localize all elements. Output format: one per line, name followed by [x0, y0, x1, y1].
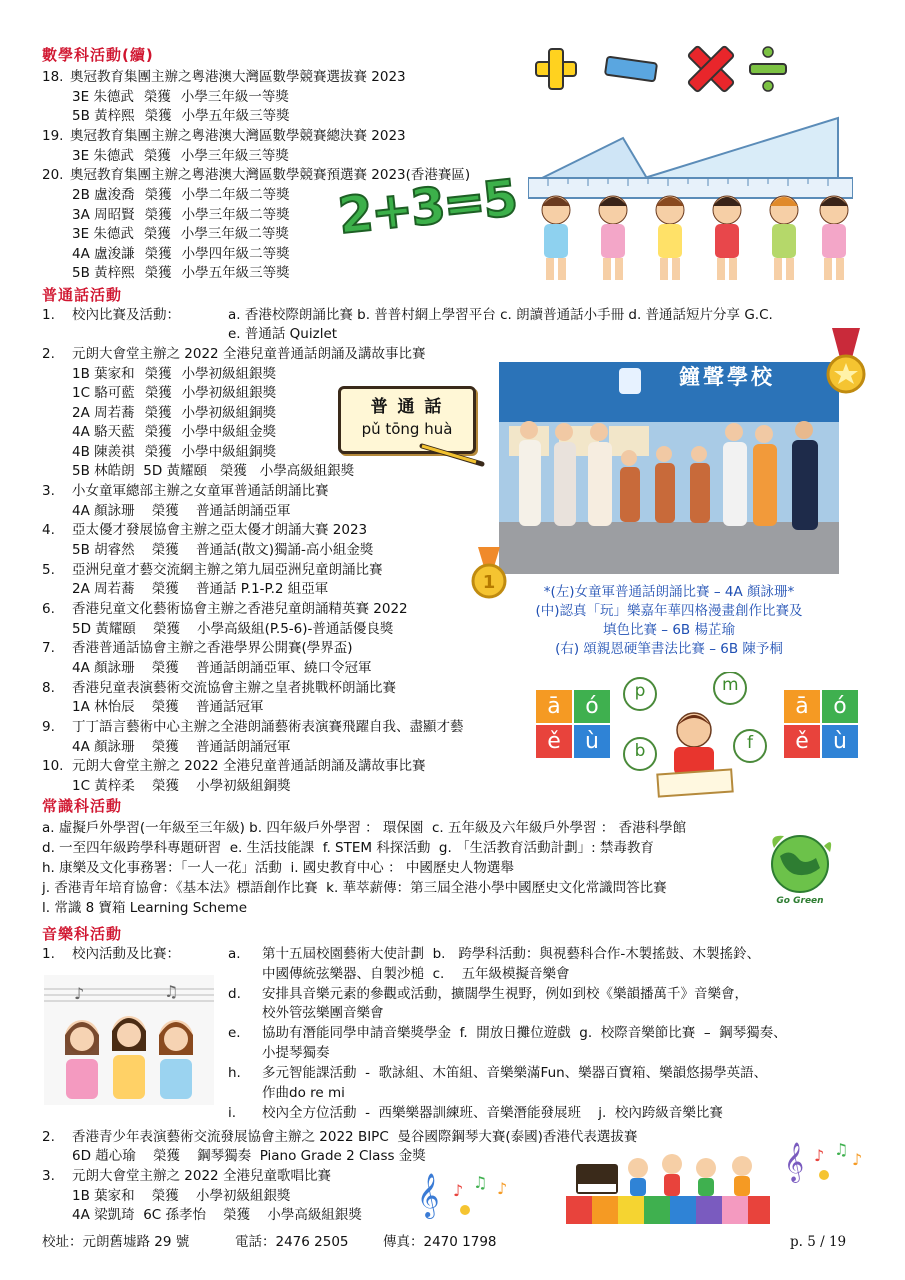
award-line: 2B 盧浚喬 榮獲 小學二年級二等獎 — [72, 187, 290, 203]
pth-item-5-number: 5. — [42, 562, 55, 578]
set-square-icon — [638, 118, 838, 180]
award-line: 4B 陳羨祺 榮獲 小學中級組銅獎 — [72, 444, 277, 460]
divide-icon — [750, 47, 786, 91]
award-line: 3A 周昭賢 榮獲 小學三年級二等獎 — [72, 207, 290, 223]
go-green-globe-illustration — [764, 828, 836, 912]
general-studies-heading: 常識科活動 — [42, 797, 123, 815]
pth-item-9-title: 丁丁語言藝術中心主辦之全港朗誦藝術表演賽飛躍自我、盡顯才藝 — [72, 719, 464, 735]
pth-item-1-line-1: a. 香港校際朗誦比賽 b. 普普村網上學習平台 c. 朗讀普通話小手冊 d. 普通話短片分享 G.C. — [228, 307, 773, 323]
pth-item-2-title: 元朗大會堂主辦之 2022 全港兒童普通話朗誦及講故事比賽 — [72, 346, 426, 362]
pinyin-tile: ě — [784, 725, 820, 758]
pth-item-7-title: 香港普通話協會主辦之香港學界公開賽(學界盃) — [72, 640, 353, 656]
sign-title: 普 通 話 — [370, 397, 444, 417]
award-line: 1B 葉家和 榮獲 小學初級組銀獎 — [72, 366, 277, 382]
award-line: 4A 顏詠珊 榮獲 普通話朗誦冠軍 — [72, 739, 291, 755]
music-item-3-number: 3. — [42, 1168, 55, 1184]
set-square-icon — [538, 138, 648, 180]
school-crest-icon — [619, 368, 641, 394]
music-sub-line: 安排具音樂元素的參觀或活動，擴闊學生視野，例如到校《樂韻播萬千》音樂會， — [262, 986, 748, 1002]
school-sign: 鐘聲學校 — [679, 365, 775, 389]
pinyin-bubble: p — [634, 681, 646, 701]
svg-text:♪: ♪ — [497, 1179, 508, 1198]
piano-icon — [576, 1164, 618, 1194]
pth-item-5-title: 亞洲兒童才藝交流網主辦之第九屆亞洲兒童朗誦比賽 — [72, 562, 383, 578]
pth-item-8-number: 8. — [42, 680, 55, 696]
math-heading: 數學科活動(續) — [42, 46, 154, 64]
child-figure-icon — [770, 196, 798, 280]
photo-caption-line-3: 填色比賽 – 6B 楊芷瑜 — [603, 622, 735, 638]
pinyin-bubble: b — [634, 741, 646, 761]
sign-pinyin: pǔ tōng huà — [361, 420, 453, 438]
svg-text:♫: ♫ — [834, 1140, 849, 1159]
treble-clef-notes-icon — [780, 1135, 870, 1185]
pth-item-6-title: 香港兒童文化藝術協會主辦之香港兒童朗誦精英賽 2022 — [72, 601, 408, 617]
pinyin-tile: ó — [822, 690, 858, 723]
rainbow-keyboard-icon — [566, 1196, 770, 1224]
math-item-18-title: 奧冠教育集團主辦之粵港澳大灣區數學競賽選拔賽 2023 — [70, 69, 406, 85]
award-line: 5B 林皓朗 5D 黃耀頤 榮獲 小學高級組銀獎 — [72, 463, 355, 479]
music-sub-key: h. — [228, 1065, 241, 1081]
svg-text:𝄞: 𝄞 — [784, 1142, 805, 1182]
music-sub-line: 多元智能課活動 - 歌詠組、木笛組、音樂樂滿Fun、樂器百寶箱、樂韻悠揚學英語、 — [262, 1065, 768, 1081]
photo-caption-line-4: (右) 頌親恩硬筆書法比賽 – 6B 陳予桐 — [555, 641, 783, 657]
music-sub-line: 第十五屆校園藝術大使計劃 b. 跨學科活動：與視藝科合作-木製搖鼓、木製搖鈴、 — [262, 946, 761, 962]
girl-figure-icon — [112, 1016, 146, 1099]
award-line: 1B 葉家和 榮獲 小學初級組銀獎 — [72, 1188, 291, 1204]
music-item-1-number: 1. — [42, 946, 55, 962]
pinyin-bubble: f — [747, 733, 753, 753]
math-item-19-title: 奧冠教育集團主辦之粵港澳大灣區數學競賽總決賽 2023 — [70, 128, 406, 144]
music-note-icon: ♪ — [74, 984, 85, 1003]
pth-item-3-title: 小女童軍總部主辦之女童軍普通話朗誦比賽 — [72, 483, 329, 499]
girl-figure-icon — [159, 1020, 193, 1099]
music-item-2-number: 2. — [42, 1129, 55, 1145]
singing-girls-illustration — [44, 975, 214, 1105]
child-figure-icon — [628, 1158, 648, 1196]
award-line: 1A 林怡辰 榮獲 普通話冠軍 — [72, 699, 264, 715]
pinyin-tile: ě — [536, 725, 572, 758]
photo-caption-line-1: *(左)女童軍普通話朗誦比賽 – 4A 顏詠珊* — [543, 584, 795, 600]
svg-text:𝄞: 𝄞 — [417, 1173, 440, 1217]
award-line: 1C 駱可藍 榮獲 小學初級組銀獎 — [72, 385, 277, 401]
plus-icon — [536, 49, 576, 89]
equation-illustration: 2+3=5 — [335, 168, 519, 246]
award-line: 1C 黃梓柔 榮獲 小學初級組銅獎 — [72, 778, 291, 794]
svg-text:♪: ♪ — [814, 1146, 825, 1165]
footer-page-number: p. 5 / 19 — [790, 1234, 847, 1250]
award-line: 4A 盧浚謙 榮獲 小學四年級二等獎 — [72, 246, 290, 262]
pth-item-6-number: 6. — [42, 601, 55, 617]
music-sub-key: a. — [228, 946, 241, 962]
pth-item-1-line-2: e. 普通話 Quizlet — [228, 326, 338, 342]
pinyin-tile: ó — [574, 690, 610, 723]
pinyin-tile: ù — [574, 725, 610, 758]
pth-item-7-number: 7. — [42, 640, 55, 656]
pth-item-10-number: 10. — [42, 758, 64, 774]
gold-medal-icon — [820, 326, 872, 398]
girl-figure-icon — [65, 1020, 99, 1099]
general-line: j. 香港青年培育協會：《基本法》標語創作比賽 k. 華萃薪傳：第三屆全港小學中國歷史文化常識問答比賽 — [42, 880, 667, 896]
pth-item-1-label: 校內比賽及活動： — [72, 307, 180, 323]
go-green-label: Go Green — [776, 896, 824, 906]
music-sub-line: 小提琴獨奏 — [262, 1045, 330, 1061]
footer-address: 校址：元朗舊墟路 29 號 — [42, 1234, 190, 1250]
award-line: 5D 黃耀頤 榮獲 小學高級組(P.5-6)-普通話優良獎 — [72, 621, 394, 637]
child-figure-icon — [696, 1158, 716, 1196]
award-photo — [499, 362, 839, 574]
music-sub-key: i. — [228, 1105, 237, 1121]
music-item-2-title: 香港青少年表演藝術交流發展協會主辦之 2022 BIPC 曼谷國際鋼琴大賽(泰國)香港代表選拔賽 — [72, 1129, 638, 1145]
kids-instruments-illustration — [566, 1146, 771, 1226]
pinyin-bubble: m — [722, 675, 739, 695]
award-line: 4A 顏詠珊 榮獲 普通話朗誦亞軍 — [72, 503, 291, 519]
ruler-icon — [528, 178, 853, 198]
general-line: d. 一至四年級跨學科專題研習 e. 生活技能課 f. STEM 科探活動 g. 「生活教育活動計劃」: 禁毒教育 — [42, 840, 654, 856]
math-item-18-number: 18. — [42, 69, 64, 85]
child-figure-icon — [542, 196, 570, 280]
minus-icon — [605, 57, 657, 82]
general-line: a. 虛擬戶外學習(一年級至三年級) b. 四年級戶外學習 ： 環保園 c. 五年級及六年級戶外學習 ： 香港科學館 — [42, 820, 687, 836]
putonghua-heading: 普通話活動 — [42, 286, 123, 304]
child-figure-icon — [732, 1156, 752, 1196]
child-figure-icon — [656, 196, 684, 280]
math-item-20-title: 奧冠教育集團主辦之粵港澳大灣區數學競賽預選賽 2023(香港賽區) — [70, 167, 471, 183]
pth-item-2-number: 2. — [42, 346, 55, 362]
general-line: l. 常識 8 寶箱 Learning Scheme — [42, 900, 248, 916]
pth-item-4-title: 亞太優才發展協會主辦之亞太優才朗誦大賽 2023 — [72, 522, 368, 538]
svg-text:♫: ♫ — [473, 1173, 488, 1192]
child-figure-icon — [820, 196, 848, 280]
award-line: 6D 趙心瑜 榮獲 鋼琴獨奏 Piano Grade 2 Class 金獎 — [72, 1148, 426, 1164]
times-icon — [688, 46, 735, 93]
pinyin-tile: ā — [784, 690, 820, 723]
award-line: 4A 駱天藍 榮獲 小學中級組金獎 — [72, 424, 277, 440]
award-line: 3E 朱德武 榮獲 小學三年級二等獎 — [72, 226, 289, 242]
treble-clef-notes-icon — [413, 1166, 533, 1222]
general-line: h. 康樂及文化事務署：「一人一花」活動 i. 國史教育中心 ： 中國歷史人物選舉 — [42, 860, 514, 876]
pinyin-tiles-left — [536, 690, 612, 760]
award-line: 3E 朱德武 榮獲 小學三年級一等獎 — [72, 89, 289, 105]
music-heading: 音樂科活動 — [42, 925, 123, 943]
pth-item-4-number: 4. — [42, 522, 55, 538]
award-line: 4A 梁凱琦 6C 孫孝怡 榮獲 小學高級組銀獎 — [72, 1207, 362, 1223]
child-figure-icon — [662, 1154, 682, 1196]
music-item-3-title: 元朗大會堂主辦之 2022 全港兒童歌唱比賽 — [72, 1168, 331, 1184]
pinyin-tile: ù — [822, 725, 858, 758]
award-line: 2A 周若蕎 榮獲 小學初級組銅獎 — [72, 405, 277, 421]
music-sub-line: 校外管弦樂團音樂會 — [262, 1005, 384, 1021]
award-line: 5B 黃梓熙 榮獲 小學五年級三等獎 — [72, 265, 290, 281]
footer-fax: 傳真：2470 1798 — [383, 1234, 497, 1250]
music-sub-line: 協助有潛能同學申請音樂獎學金 f. 開放日攤位遊戲 g. 校際音樂節比賽 – 鋼琴獨奏、 — [262, 1025, 787, 1041]
math-item-19-number: 19. — [42, 128, 64, 144]
pth-item-9-number: 9. — [42, 719, 55, 735]
award-line: 2A 周若蕎 榮獲 普通話 P.1-P.2 組亞軍 — [72, 581, 329, 597]
music-sub-line: 中國傳統弦樂器、自製沙槌 c. 五年級模擬音樂會 — [262, 966, 570, 982]
pth-item-10-title: 元朗大會堂主辦之 2022 全港兒童普通話朗誦及講故事比賽 — [72, 758, 426, 774]
pinyin-tiles-right — [784, 690, 860, 760]
award-line: 5B 黃梓熙 榮獲 小學五年級三等獎 — [72, 108, 290, 124]
pth-item-1-number: 1. — [42, 307, 55, 323]
pth-item-3-number: 3. — [42, 483, 55, 499]
music-sub-line: 作曲do re mi — [262, 1085, 345, 1101]
award-line: 5B 胡睿然 榮獲 普通話(散文)獨誦-高小組金獎 — [72, 542, 374, 558]
music-sub-line: 校內全方位活動 - 西樂樂器訓練班、音樂潛能發展班 j. 校內跨級音樂比賽 — [262, 1105, 723, 1121]
award-line: 4A 顏詠珊 榮獲 普通話朗誦亞軍、繞口令冠軍 — [72, 660, 372, 676]
footer-phone: 電話：2476 2505 — [235, 1234, 349, 1250]
pinyin-tile: ā — [536, 690, 572, 723]
pencil-icon — [418, 440, 488, 470]
math-item-20-number: 20. — [42, 167, 64, 183]
math-operators-illustration — [520, 40, 790, 110]
boy-writing-illustration — [622, 672, 772, 800]
svg-text:1: 1 — [482, 572, 496, 593]
child-figure-icon — [713, 196, 741, 280]
music-item-1-label: 校內活動及比賽： — [72, 946, 180, 962]
music-sub-key: d. — [228, 986, 241, 1002]
child-figure-icon — [599, 196, 627, 280]
svg-text:♪: ♪ — [852, 1150, 863, 1169]
svg-text:♪: ♪ — [453, 1181, 464, 1200]
music-note-icon: ♫ — [164, 982, 179, 1001]
photo-caption-line-2: (中)認真「玩」樂嘉年華四格漫畫創作比賽及 — [535, 603, 803, 619]
award-line: 3E 朱德武 榮獲 小學三年級三等獎 — [72, 148, 289, 164]
music-sub-key: e. — [228, 1025, 241, 1041]
children-with-ruler-illustration — [528, 108, 853, 288]
pth-item-8-title: 香港兒童表演藝術交流協會主辦之皇者挑戰杯朗誦比賽 — [72, 680, 396, 696]
